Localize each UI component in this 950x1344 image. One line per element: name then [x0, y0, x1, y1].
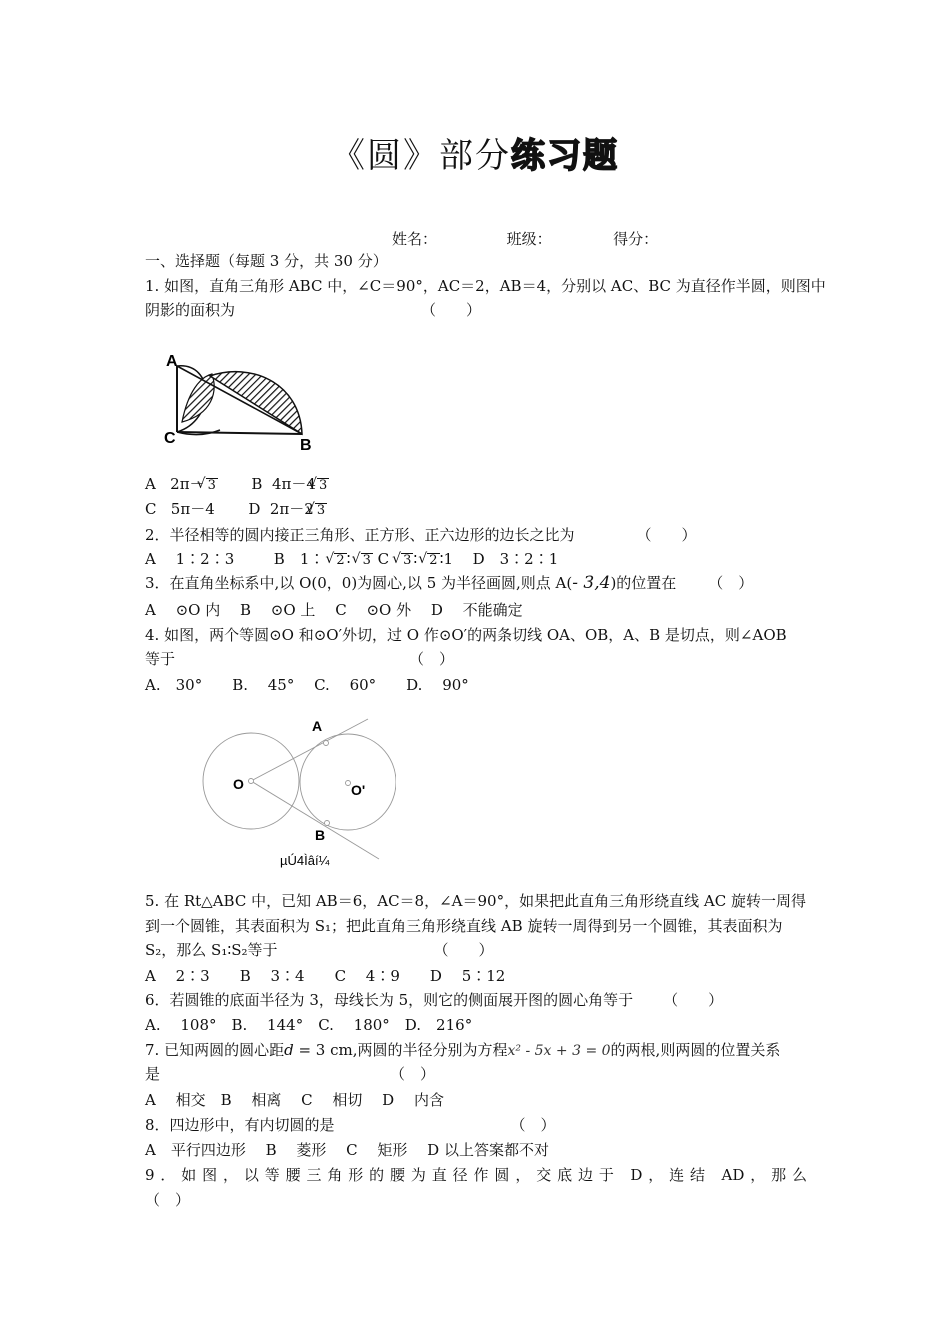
- q1-options-ab: [145, 472, 329, 496]
- name-label: 姓名：: [392, 230, 438, 248]
- q7-stem-pre: 7. 已知两圆的圆心距: [145, 1041, 285, 1059]
- q1-stem-end: 阴影的面积为: [145, 301, 236, 319]
- sqrt-icon: √ 3: [361, 553, 373, 568]
- title-outline: 练习题: [511, 136, 619, 176]
- q3-stem-post: )的位置在: [610, 574, 677, 592]
- q6-paren: （ ）: [663, 991, 724, 1009]
- q2-opt-c-label: C: [377, 550, 390, 568]
- q2-opt-c-tail: ∶1: [439, 550, 454, 568]
- q7-line1: [145, 1038, 780, 1063]
- q4-label-a: A: [312, 718, 323, 734]
- q1-label-b: B: [300, 437, 312, 454]
- q7-options: A 相交 B 相离 C 相切 D 内含: [145, 1091, 444, 1109]
- q2-stem-line: [145, 523, 697, 547]
- q8-stem: 8．四边形中，有内切圆的是: [145, 1116, 335, 1134]
- q9-paren: （ ）: [145, 1191, 191, 1209]
- section-heading: 一、选择题（每题 3 分，共 30 分）: [145, 252, 388, 270]
- q3-options: A ⊙O 内 B ⊙O 上 C ⊙O 外 D 不能确定: [145, 601, 523, 619]
- q5-options: A 2∶3 B 3∶4 C 4∶9 D 5∶12: [145, 967, 506, 985]
- q1-opt-c-label: C: [145, 500, 157, 518]
- q4-caption: µÚ4Ìâí¼: [280, 853, 330, 868]
- q2-opt-d: D 3∶2∶1: [472, 550, 559, 568]
- q1-opt-d: 2π－2: [269, 500, 314, 518]
- q5-line3: [145, 938, 494, 962]
- q4-label-o-prime: O': [351, 782, 366, 798]
- q9-line1: 9．如图，以等腰三角形的腰为直径作圆，交底边于 D，连结 AD，那么: [145, 1166, 807, 1184]
- q5-line1: 5. 在 Rt△ABC 中，已知 AB＝6，AC＝8，∠A＝90°，如果把此直角三角形绕直线 AC 旋转一周得: [145, 892, 806, 910]
- q3-paren: （ ）: [708, 574, 754, 592]
- q6-options: A. 108° B. 144° C. 180° D. 216°: [145, 1016, 473, 1034]
- q5-stem-end: S₂，那么 S₁∶S₂等于: [145, 941, 278, 959]
- q2-options: [145, 547, 558, 571]
- q4-options: A. 30° B. 45° C. 60° D. 90°: [145, 676, 469, 694]
- q2-paren: （ ）: [636, 526, 697, 544]
- q2-opt-c-sep: ∶: [413, 550, 418, 568]
- q2-opt-b-label: B 1∶: [273, 550, 325, 568]
- class-label: 班级：: [506, 230, 552, 248]
- q7-paren: （ ）: [390, 1065, 436, 1083]
- sqrt-icon: √ 2: [427, 553, 439, 568]
- q1-opt-a: 2π－: [170, 475, 205, 493]
- q4-label-o: O: [233, 776, 244, 792]
- q4-label-b: B: [315, 827, 326, 843]
- sqrt-icon: √ 3: [401, 553, 413, 568]
- q7-stem-mid: = 3 cm,两圆的半径分别为方程: [293, 1041, 508, 1059]
- q6-stem: 6．若圆锥的底面半径为 3，母线长为 5，则它的侧面展开图的圆心角等于: [145, 991, 634, 1009]
- q1-label-c: C: [164, 430, 176, 447]
- q2-opt-b-sep: ∶: [346, 550, 351, 568]
- sqrt-icon: √ 3: [315, 503, 327, 518]
- q1-figure: [160, 342, 320, 454]
- student-info: [392, 228, 658, 249]
- score-label: 得分：: [613, 230, 659, 248]
- q7-equation: x² - 5x + 3 = 0: [507, 1043, 611, 1059]
- q5-line2: 到一个圆锥，其表面积为 S₁；把此直角三角形绕直线 AB 旋转一周得到另一个圆锥，其表面积为: [145, 917, 783, 935]
- q1-label-a: A: [166, 353, 178, 370]
- q4-line2: [145, 647, 454, 671]
- q5-paren: （ ）: [433, 941, 494, 959]
- q4-stem-end: 等于: [145, 650, 176, 668]
- sqrt-icon: √ 2: [334, 553, 346, 568]
- q4-paren: （ ）: [409, 650, 455, 668]
- q1-options-cd: [145, 497, 327, 521]
- q8-options: A 平行四边形 B 菱形 C 矩形 D 以上答案都不对: [145, 1141, 549, 1159]
- q1-paren: （ ）: [421, 301, 482, 319]
- q7-d: d: [284, 1041, 294, 1059]
- q1-opt-b: 4π－4: [271, 475, 316, 493]
- sqrt-icon: √ 3: [206, 478, 218, 493]
- q1-opt-c: 5π－4: [170, 500, 215, 518]
- title-main: 《圆》部分: [331, 136, 511, 176]
- q1-opt-b-label: B: [251, 475, 263, 493]
- q4-figure: [196, 712, 396, 872]
- q3-stem-pre: 3．在直角坐标系中,以 O(0，0)为圆心,以 5 为半径画圆,则点 A(: [145, 574, 573, 592]
- q7-stem-post: 的两根,则两圆的位置关系: [610, 1041, 781, 1059]
- q2-stem: 2．半径相等的圆内接正三角形、正方形、正六边形的边长之比为: [145, 526, 575, 544]
- page-title: [0, 128, 950, 177]
- q8-stem-line: [145, 1113, 556, 1137]
- q7-line2: [145, 1062, 435, 1086]
- q1-line2: [145, 298, 481, 322]
- q1-opt-d-label: D: [248, 500, 261, 518]
- q3-stem-line: [145, 571, 753, 595]
- q1-opt-a-label: A: [145, 475, 156, 493]
- q3-point: - 3,4: [572, 573, 611, 593]
- q8-paren: （ ）: [510, 1116, 556, 1134]
- q4-line1: 4. 如图，两个等圆⊙O 和⊙O′外切，过 O 作⊙O′的两条切线 OA、OB，A、B 是切点，则∠AOB: [145, 626, 787, 644]
- sqrt-icon: √ 3: [317, 478, 329, 493]
- q2-opt-a: A 1∶2∶3: [145, 550, 235, 568]
- q6-stem-line: [145, 988, 723, 1012]
- q7-stem-end: 是: [145, 1065, 161, 1083]
- q1-line1: 1. 如图，直角三角形 ABC 中，∠C＝90°，AC＝2，AB＝4，分别以 AC、BC 为直径作半圆，则图中: [145, 277, 826, 295]
